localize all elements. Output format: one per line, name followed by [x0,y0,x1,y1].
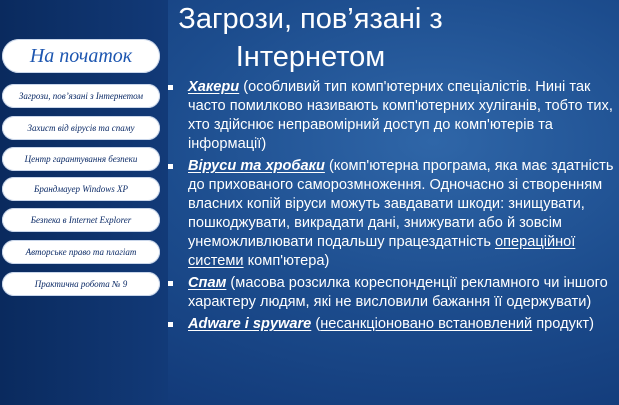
slide-title-line-1: Загрози, пов’язані з [178,3,443,35]
item-description: (масова розсилка кореспонденції рекламного чи іншого характеру людям, які не висловили бажання її одержувати) [188,275,608,310]
home-button[interactable]: На початок [2,39,160,73]
item-description-end: комп'ютера) [243,253,330,269]
bullet-list [168,78,614,337]
list-item-adware-spyware [168,315,614,334]
slide-title-line-2: Інтернетом [235,41,386,73]
bullet-icon [168,322,173,327]
operating-system-link[interactable]: операційної системи [188,234,576,269]
item-description: ( [311,316,321,332]
nav-button-practical-work[interactable]: Практична робота № 9 [2,272,160,296]
nav-button-ie-security[interactable]: Безпека в Internet Explorer [2,208,160,232]
nav-button-security-center[interactable]: Центр гарантування безпеки [2,147,160,171]
unauthorized-installed-link[interactable]: несанкціоновано встановлений [320,316,533,332]
list-item-spam [168,274,614,312]
item-description: (особливий тип комп'ютерних спеціалістів. Нині так часто помилково називають комп'ютерних хуліганів, тобто тих, хто здійснює неправомірний доступ до комп'ютерів та інформації) [188,79,613,152]
nav-button-windows-firewall[interactable]: Брандмауер Windows XP [2,177,160,201]
bullet-icon [168,281,173,286]
term-link-spam[interactable]: Спам [188,275,227,291]
term-link-hackers[interactable]: Хакери [188,79,240,95]
nav-button-virus-spam-protection[interactable]: Захист від вірусів та спаму [2,116,160,140]
slide-title [168,0,453,76]
sidebar-navigation [0,0,168,405]
nav-button-internet-threats[interactable]: Загрози, пов’язані з Інтернетом [2,84,160,108]
list-item-hackers [168,78,614,154]
nav-button-copyright-plagiarism[interactable]: Авторське право та плагіат [2,240,160,264]
term-link-adware-spyware[interactable]: Adware і spyware [188,316,312,332]
list-item-viruses-worms [168,157,614,271]
bullet-icon [168,164,173,169]
term-link-viruses-worms[interactable]: Віруси та хробаки [188,158,325,174]
item-description-end: продукт) [532,316,594,332]
bullet-icon [168,85,173,90]
item-description: (комп'ютерна програма, яка має здатність до прихованого саморозмноження. Одночасно зі створенням власних копій віруси можуть завдавати шкоди: знищувати, пошкоджувати, викрадати дані, знижувати або й зовсім унеможливлювати подальшу працездатність [188,158,614,250]
